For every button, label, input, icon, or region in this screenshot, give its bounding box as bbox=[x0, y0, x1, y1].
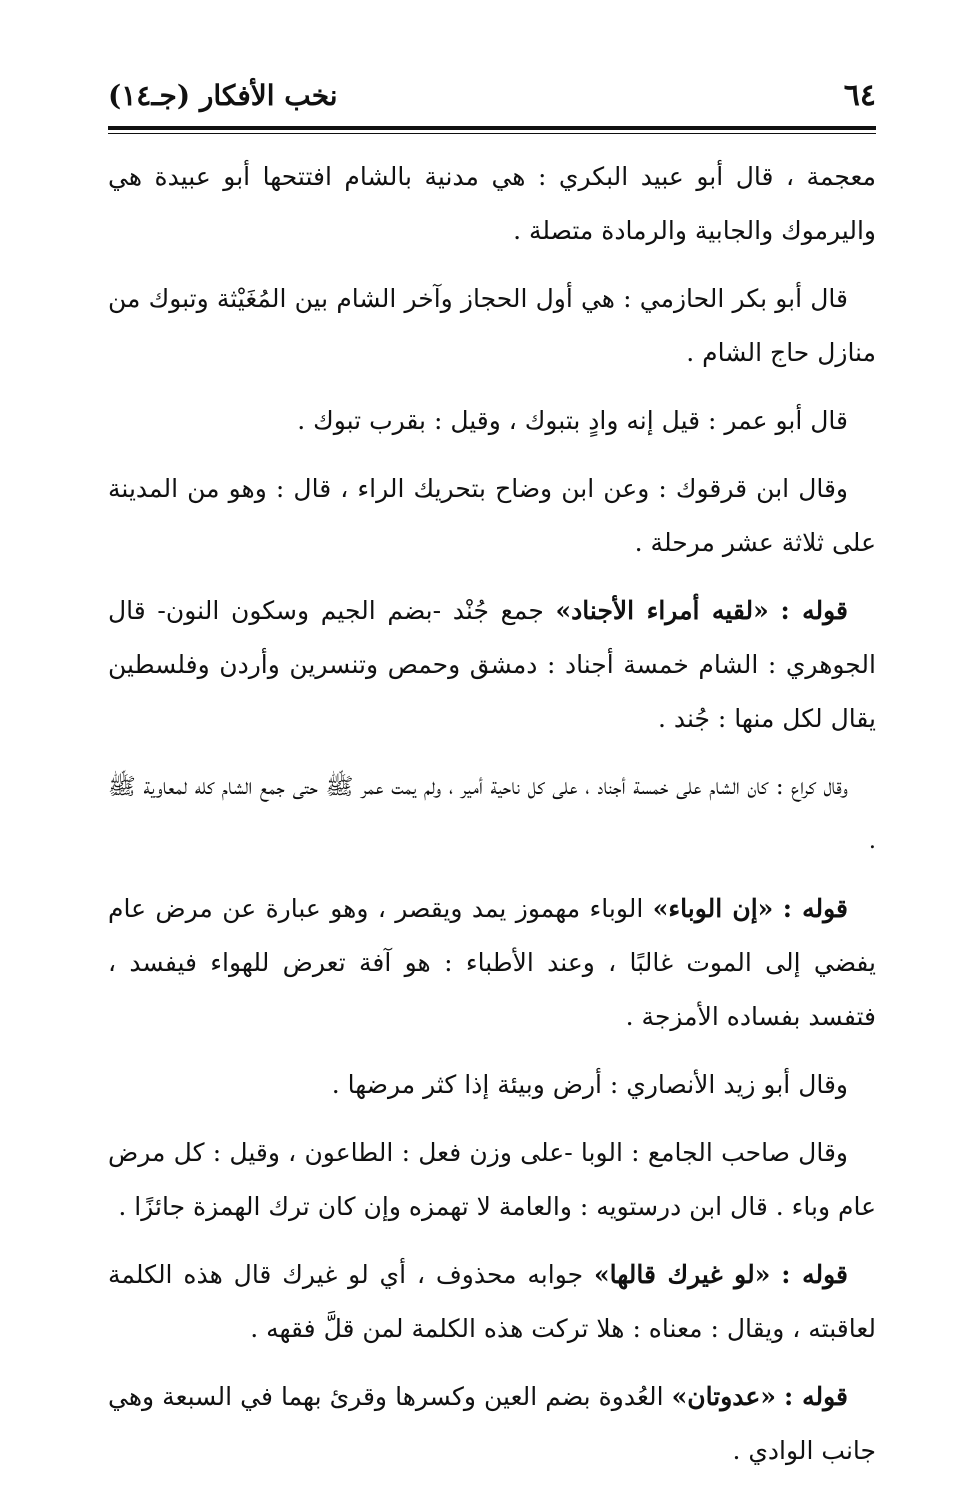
page-header bbox=[108, 78, 876, 122]
paragraph-text: الوباء مهموز يمد ويقصر ، وهو عبارة عن مرض عام يفضي إلى الموت غالبًا ، وعند الأطباء : هو آفة تعرض للهواء فيفسد ، فتفسد بفساده الأمزجة . bbox=[108, 894, 876, 1031]
qawluhu-label: قوله : bbox=[782, 894, 848, 923]
paragraph-text: معجمة ، قال أبو عبيد البكري : هي مدنية بالشام افتتحها أبو عبيدة هي واليرموك والجابية والرمادة متصلة . bbox=[108, 162, 876, 245]
book-page bbox=[108, 78, 876, 1492]
page-number: ٦٤ bbox=[843, 78, 876, 113]
commentary-paragraph bbox=[108, 1370, 876, 1478]
commentary-paragraph bbox=[108, 1248, 876, 1356]
paragraph bbox=[108, 1058, 876, 1112]
paragraph bbox=[108, 760, 876, 868]
paragraph-text: وقال صاحب الجامع : الوبا -على وزن فعل : الطاعون ، وقيل : كل مرض عام وباء . قال ابن درستويه : والعامة لا تهمزه وإن كان ترك الهمزة جائزًا . bbox=[108, 1138, 876, 1221]
paragraph bbox=[108, 272, 876, 380]
qawluhu-label: قوله : bbox=[780, 596, 849, 625]
paragraph bbox=[108, 462, 876, 570]
qawluhu-label: قوله : bbox=[784, 1382, 848, 1411]
paragraph-text: جوابه محذوف ، أي لو غيرك قال هذه الكلمة لعاقبته ، ويقال : معناه : هلا تركت هذه الكلمة لمن قلَّ فقهه . bbox=[108, 1260, 876, 1343]
paragraph bbox=[108, 1126, 876, 1234]
quoted-phrase: «إن الوباء» bbox=[652, 894, 774, 923]
qawluhu-label: قوله : bbox=[781, 1260, 848, 1289]
commentary-paragraph bbox=[108, 882, 876, 1044]
header-rule-thin bbox=[108, 133, 876, 134]
paragraph bbox=[108, 394, 876, 448]
paragraph-text: وقال كراع : كان الشام على خمسة أجناد ، على كل ناحية أمير ، ولم يمت عمر ﷺ حتى جمع الشام كله لمعاوية ﷺ . bbox=[108, 774, 876, 854]
paragraph-text: جمع جُنْد -بضم الجيم وسكون النون- قال الجوهري : الشام خمسة أجناد : دمشق وحمص وتنسرين وأردن وفلسطين يقال لكل منها : جُند . bbox=[108, 596, 876, 733]
quoted-phrase: «لقيه أمراء الأجناد» bbox=[555, 596, 769, 625]
paragraph-text: وقال ابن قرقوك : وعن ابن وضاح بتحريك الراء ، قال : وهو من المدينة على ثلاثة عشر مرحلة . bbox=[108, 474, 876, 557]
header-rule-thick bbox=[108, 126, 876, 130]
quoted-phrase: «لو غيرك قالها» bbox=[593, 1260, 771, 1289]
page-body bbox=[108, 150, 876, 1478]
paragraph bbox=[108, 150, 876, 258]
quoted-phrase: «عدوتان» bbox=[671, 1382, 776, 1411]
book-title: نخب الأفكار (جـ١٤) bbox=[108, 79, 338, 112]
paragraph-text: قال أبو عمر : قيل إنه وادٍ بتبوك ، وقيل : بقرب تبوك . bbox=[297, 406, 848, 435]
commentary-paragraph bbox=[108, 584, 876, 746]
paragraph-text: قال أبو بكر الحازمي : هي أول الحجاز وآخر الشام بين المُغَيْثة وتبوك من منازل حاج الشام . bbox=[108, 284, 876, 367]
paragraph-text: العُدوة بضم العين وكسرها وقرئ بهما في السبعة وهي جانب الوادي . bbox=[108, 1382, 876, 1465]
paragraph-text: وقال أبو زيد الأنصاري : أرض وبيئة إذا كثر مرضها . bbox=[331, 1070, 848, 1099]
